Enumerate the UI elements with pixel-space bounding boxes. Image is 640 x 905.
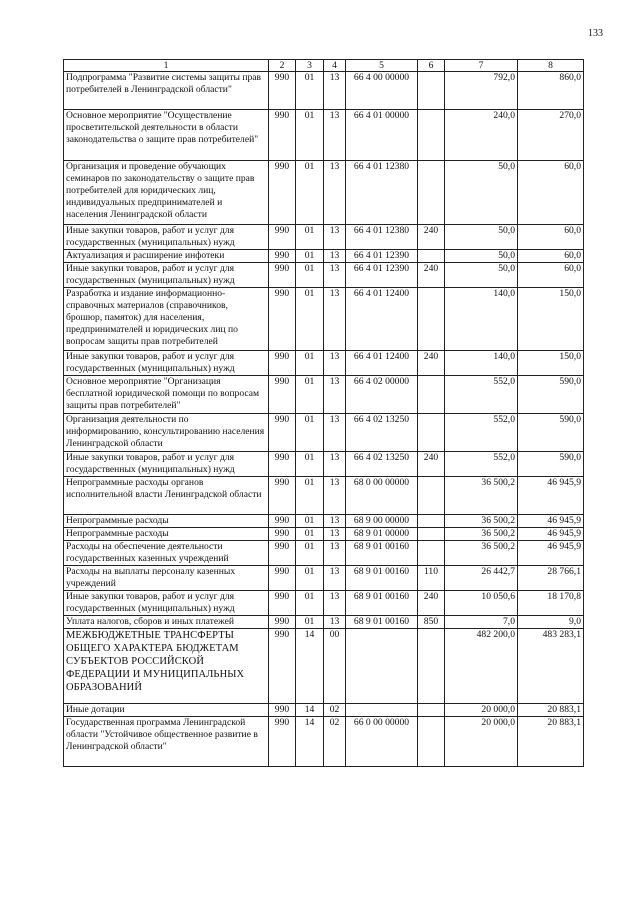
- row-name: Основное мероприятие "Организация бесплатной юридической помощи по вопросам защиты прав потребителей": [64, 376, 269, 414]
- row-subsection: 02: [324, 717, 346, 767]
- row-amount-year-2: 28 766,1: [518, 566, 584, 591]
- row-amount-year-1: 792,0: [445, 72, 518, 110]
- table-row: [64, 263, 584, 288]
- table-row: [64, 629, 584, 704]
- column-header: 5: [346, 60, 418, 72]
- row-subsection: 13: [324, 616, 346, 629]
- row-subsection: 13: [324, 515, 346, 528]
- row-expense-type: 240: [418, 452, 445, 477]
- row-code: 990: [269, 541, 296, 566]
- table-row: [64, 704, 584, 717]
- row-section: 01: [296, 541, 324, 566]
- row-amount-year-2: 590,0: [518, 452, 584, 477]
- table-row: [64, 566, 584, 591]
- column-header: 3: [296, 60, 324, 72]
- row-amount-year-2: 150,0: [518, 288, 584, 351]
- table-row: [64, 452, 584, 477]
- row-amount-year-2: 483 283,1: [518, 629, 584, 704]
- row-subsection: 13: [324, 528, 346, 541]
- row-expense-type: 240: [418, 225, 445, 250]
- row-section: 01: [296, 288, 324, 351]
- row-amount-year-2: 590,0: [518, 376, 584, 414]
- row-expense-type: [418, 528, 445, 541]
- row-amount-year-1: 552,0: [445, 376, 518, 414]
- row-amount-year-1: 50,0: [445, 225, 518, 250]
- row-target-article: 68 9 01 00160: [346, 541, 418, 566]
- row-name: Непрограммные расходы: [64, 515, 269, 528]
- row-amount-year-1: 7,0: [445, 616, 518, 629]
- row-target-article: 68 9 00 00000: [346, 515, 418, 528]
- row-amount-year-1: 552,0: [445, 452, 518, 477]
- header-row: [64, 60, 584, 72]
- row-target-article: 66 4 02 13250: [346, 452, 418, 477]
- row-amount-year-2: 46 945,9: [518, 515, 584, 528]
- row-section: 01: [296, 225, 324, 250]
- row-expense-type: [418, 629, 445, 704]
- row-amount-year-2: 60,0: [518, 263, 584, 288]
- table-row: [64, 528, 584, 541]
- row-expense-type: [418, 515, 445, 528]
- row-amount-year-1: 26 442,7: [445, 566, 518, 591]
- column-header: 7: [445, 60, 518, 72]
- row-expense-type: [418, 477, 445, 515]
- row-subsection: 13: [324, 263, 346, 288]
- row-amount-year-1: 36 500,2: [445, 541, 518, 566]
- row-expense-type: [418, 414, 445, 452]
- row-target-article: 66 4 01 12390: [346, 263, 418, 288]
- row-target-article: 66 4 01 12380: [346, 225, 418, 250]
- row-code: 990: [269, 351, 296, 376]
- row-target-article: 66 4 02 13250: [346, 414, 418, 452]
- row-code: 990: [269, 72, 296, 110]
- row-subsection: 13: [324, 566, 346, 591]
- row-target-article: 66 4 01 12400: [346, 351, 418, 376]
- row-code: 990: [269, 528, 296, 541]
- row-section: 01: [296, 250, 324, 263]
- row-section: 01: [296, 161, 324, 225]
- row-expense-type: [418, 110, 445, 161]
- row-subsection: 13: [324, 72, 346, 110]
- row-section: 01: [296, 591, 324, 616]
- table-row: [64, 376, 584, 414]
- table-row: [64, 515, 584, 528]
- row-subsection: 13: [324, 414, 346, 452]
- table-row: [64, 351, 584, 376]
- row-code: 990: [269, 566, 296, 591]
- row-section: 01: [296, 477, 324, 515]
- row-amount-year-1: 50,0: [445, 161, 518, 225]
- row-subsection: 13: [324, 541, 346, 566]
- row-target-article: 68 9 01 00160: [346, 566, 418, 591]
- row-section: 01: [296, 72, 324, 110]
- row-amount-year-2: 860,0: [518, 72, 584, 110]
- row-code: 990: [269, 376, 296, 414]
- row-section: 01: [296, 376, 324, 414]
- row-name: Иные дотации: [64, 704, 269, 717]
- row-amount-year-1: 20 000,0: [445, 717, 518, 767]
- row-section: 01: [296, 263, 324, 288]
- row-name: Непрограммные расходы: [64, 528, 269, 541]
- row-amount-year-2: 18 170,8: [518, 591, 584, 616]
- row-expense-type: [418, 288, 445, 351]
- row-name: МЕЖБЮДЖЕТНЫЕ ТРАНСФЕРТЫ ОБЩЕГО ХАРАКТЕРА БЮДЖЕТАМ СУБЪЕКТОВ РОССИЙСКОЙ ФЕДЕРАЦИИ И МУНИЦИПАЛЬНЫХ ОБРАЗОВАНИЙ: [64, 629, 269, 704]
- row-amount-year-2: 46 945,9: [518, 528, 584, 541]
- row-expense-type: [418, 376, 445, 414]
- row-amount-year-1: 10 050,6: [445, 591, 518, 616]
- row-section: 14: [296, 717, 324, 767]
- budget-table: [63, 59, 584, 767]
- row-subsection: 13: [324, 225, 346, 250]
- row-expense-type: 240: [418, 351, 445, 376]
- row-subsection: 13: [324, 110, 346, 161]
- row-expense-type: [418, 72, 445, 110]
- row-name: Иные закупки товаров, работ и услуг для государственных (муниципальных) нужд: [64, 591, 269, 616]
- table-row: [64, 541, 584, 566]
- row-code: 990: [269, 110, 296, 161]
- row-amount-year-1: 20 000,0: [445, 704, 518, 717]
- row-section: 14: [296, 629, 324, 704]
- row-subsection: 13: [324, 351, 346, 376]
- row-amount-year-1: 50,0: [445, 263, 518, 288]
- row-target-article: 68 9 01 00160: [346, 591, 418, 616]
- column-header: 2: [269, 60, 296, 72]
- row-expense-type: 240: [418, 591, 445, 616]
- row-section: 01: [296, 452, 324, 477]
- row-target-article: 68 0 00 00000: [346, 477, 418, 515]
- column-header: 1: [64, 60, 269, 72]
- row-amount-year-2: 9,0: [518, 616, 584, 629]
- row-name: Непрограммные расходы органов исполнительной власти Ленинградской области: [64, 477, 269, 515]
- row-amount-year-1: 36 500,2: [445, 515, 518, 528]
- row-section: 01: [296, 110, 324, 161]
- row-target-article: 66 4 01 12400: [346, 288, 418, 351]
- row-expense-type: 240: [418, 263, 445, 288]
- row-subsection: 13: [324, 161, 346, 225]
- table-row: [64, 591, 584, 616]
- row-code: 990: [269, 717, 296, 767]
- row-amount-year-2: 46 945,9: [518, 477, 584, 515]
- row-section: 01: [296, 616, 324, 629]
- row-code: 990: [269, 591, 296, 616]
- row-target-article: 66 0 00 00000: [346, 717, 418, 767]
- row-expense-type: [418, 704, 445, 717]
- row-name: Организация и проведение обучающих семинаров по законодательству о защите прав потребителей для юридических лиц, индивидуальных предпринимателей и населения Ленинградской области: [64, 161, 269, 225]
- row-name: Иные закупки товаров, работ и услуг для государственных (муниципальных) нужд: [64, 225, 269, 250]
- row-amount-year-2: 60,0: [518, 225, 584, 250]
- column-header: 6: [418, 60, 445, 72]
- row-amount-year-1: 36 500,2: [445, 528, 518, 541]
- row-code: 990: [269, 288, 296, 351]
- table-row: [64, 250, 584, 263]
- row-section: 01: [296, 351, 324, 376]
- row-section: 01: [296, 566, 324, 591]
- row-target-article: [346, 704, 418, 717]
- table-row: [64, 161, 584, 225]
- row-subsection: 02: [324, 704, 346, 717]
- row-expense-type: [418, 541, 445, 566]
- row-name: Разработка и издание информационно-справочных материалов (справочников, брошюр, памяток) для населения, предпринимателей и юридических лиц по вопросам защиты прав потребителей: [64, 288, 269, 351]
- row-code: 990: [269, 250, 296, 263]
- row-expense-type: 110: [418, 566, 445, 591]
- row-amount-year-1: 140,0: [445, 351, 518, 376]
- row-subsection: 13: [324, 591, 346, 616]
- row-code: 990: [269, 477, 296, 515]
- row-amount-year-2: 270,0: [518, 110, 584, 161]
- row-amount-year-1: 552,0: [445, 414, 518, 452]
- row-name: Расходы на обеспечение деятельности государственных казенных учреждений: [64, 541, 269, 566]
- row-section: 01: [296, 528, 324, 541]
- row-code: 990: [269, 414, 296, 452]
- row-amount-year-1: 482 200,0: [445, 629, 518, 704]
- row-section: 01: [296, 414, 324, 452]
- row-name: Расходы на выплаты персоналу казенных учреждений: [64, 566, 269, 591]
- row-subsection: 13: [324, 250, 346, 263]
- row-amount-year-1: 140,0: [445, 288, 518, 351]
- row-amount-year-1: 240,0: [445, 110, 518, 161]
- table-row: [64, 72, 584, 110]
- row-section: 01: [296, 515, 324, 528]
- row-code: 990: [269, 452, 296, 477]
- row-amount-year-2: 46 945,9: [518, 541, 584, 566]
- column-header: 4: [324, 60, 346, 72]
- row-name: Основное мероприятие "Осуществление просветительской деятельности в области законодательства о защите прав потребителей": [64, 110, 269, 161]
- row-code: 990: [269, 616, 296, 629]
- row-target-article: 66 4 01 12390: [346, 250, 418, 263]
- row-code: 990: [269, 161, 296, 225]
- table-row: [64, 414, 584, 452]
- table-row: [64, 225, 584, 250]
- table-row: [64, 477, 584, 515]
- row-name: Иные закупки товаров, работ и услуг для государственных (муниципальных) нужд: [64, 452, 269, 477]
- row-target-article: 66 4 01 00000: [346, 110, 418, 161]
- table-row: [64, 288, 584, 351]
- row-expense-type: [418, 717, 445, 767]
- row-amount-year-2: 590,0: [518, 414, 584, 452]
- row-amount-year-2: 60,0: [518, 161, 584, 225]
- row-target-article: 66 4 02 00000: [346, 376, 418, 414]
- row-section: 14: [296, 704, 324, 717]
- row-amount-year-1: 36 500,2: [445, 477, 518, 515]
- row-expense-type: 850: [418, 616, 445, 629]
- row-amount-year-2: 150,0: [518, 351, 584, 376]
- row-code: 990: [269, 629, 296, 704]
- row-code: 990: [269, 263, 296, 288]
- row-name: Организация деятельности по информированию, консультированию населения Ленинградской области: [64, 414, 269, 452]
- row-subsection: 13: [324, 477, 346, 515]
- table-row: [64, 616, 584, 629]
- row-subsection: 13: [324, 376, 346, 414]
- row-code: 990: [269, 225, 296, 250]
- row-target-article: [346, 629, 418, 704]
- table-row: [64, 110, 584, 161]
- row-name: Иные закупки товаров, работ и услуг для государственных (муниципальных) нужд: [64, 351, 269, 376]
- row-name: Государственная программа Ленинградской области "Устойчивое общественное развитие в Ленинградской области": [64, 717, 269, 767]
- page-number: 133: [588, 28, 603, 39]
- row-name: Иные закупки товаров, работ и услуг для государственных (муниципальных) нужд: [64, 263, 269, 288]
- table-row: [64, 717, 584, 767]
- row-subsection: 13: [324, 288, 346, 351]
- row-target-article: 66 4 01 12380: [346, 161, 418, 225]
- row-subsection: 13: [324, 452, 346, 477]
- row-name: Подпрограмма "Развитие системы защиты прав потребителей в Ленинградской области": [64, 72, 269, 110]
- row-expense-type: [418, 161, 445, 225]
- row-expense-type: [418, 250, 445, 263]
- column-header: 8: [518, 60, 584, 72]
- row-name: Актуализация и расширение инфотеки: [64, 250, 269, 263]
- row-name: Уплата налогов, сборов и иных платежей: [64, 616, 269, 629]
- row-target-article: 68 9 01 00000: [346, 528, 418, 541]
- row-amount-year-2: 20 883,1: [518, 717, 584, 767]
- row-amount-year-2: 20 883,1: [518, 704, 584, 717]
- row-subsection: 00: [324, 629, 346, 704]
- row-code: 990: [269, 515, 296, 528]
- row-target-article: 68 9 01 00160: [346, 616, 418, 629]
- row-amount-year-1: 50,0: [445, 250, 518, 263]
- row-code: 990: [269, 704, 296, 717]
- row-amount-year-2: 60,0: [518, 250, 584, 263]
- row-target-article: 66 4 00 00000: [346, 72, 418, 110]
